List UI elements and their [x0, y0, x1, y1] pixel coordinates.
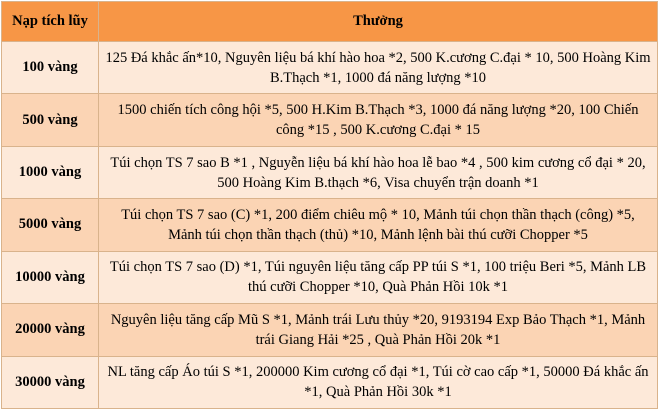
tier-cell: 100 vàng: [2, 42, 99, 94]
table-row: [2, 94, 658, 146]
tier-cell: 5000 vàng: [2, 199, 99, 251]
reward-cell: 1500 chiến tích công hội *5, 500 H.Kim B.Thạch *3, 1000 đá năng lượng *20, 100 Chiến công *15 , 500 K.cương C.đại * 15: [99, 94, 658, 146]
reward-table-container: [1, 1, 657, 409]
tier-cell: 20000 vàng: [2, 304, 99, 356]
table-header: [2, 2, 658, 42]
header-tier: Nạp tích lũy: [2, 2, 99, 42]
reward-cell: NL tăng cấp Áo túi S *1, 200000 Kim cương cổ đại *1, Túi cờ cao cấp *1, 50000 Đá khắc ấn *1, Quà Phản Hồi 30k *1: [99, 356, 658, 408]
reward-cell: Nguyên liệu tăng cấp Mũ S *1, Mảnh trái Lưu thủy *20, 9193194 Exp Bảo Thạch *1, Mảnh trái Giang Hải *25 , Quà Phản Hồi 20k *1: [99, 304, 658, 356]
table-row: [2, 356, 658, 408]
table-body: [2, 42, 658, 409]
table-row: [2, 304, 658, 356]
tier-cell: 1000 vàng: [2, 146, 99, 198]
reward-cell: Túi chọn TS 7 sao B *1 , Nguyễn liệu bá khí hào hoa lễ bao *4 , 500 kim cương cổ đại * 20, 500 Hoàng Kim B.thạch *6, Visa chuyển trận doanh *1: [99, 146, 658, 198]
table-row: [2, 251, 658, 303]
header-row: [2, 2, 658, 42]
table-row: [2, 42, 658, 94]
tier-cell: 10000 vàng: [2, 251, 99, 303]
header-reward: Thưởng: [99, 2, 658, 42]
table-row: [2, 199, 658, 251]
tier-cell: 500 vàng: [2, 94, 99, 146]
reward-cell: Túi chọn TS 7 sao (C) *1, 200 điểm chiêu mộ * 10, Mảnh túi chọn thần thạch (công) *5, Mảnh túi chọn thần thạch (thủ) *10, Mảnh lệnh bài thú cưỡi Chopper *5: [99, 199, 658, 251]
table-row: [2, 146, 658, 198]
tier-cell: 30000 vàng: [2, 356, 99, 408]
reward-cell: Túi chọn TS 7 sao (D) *1, Túi nguyên liệu tăng cấp PP túi S *1, 100 triệu Beri *5, Mảnh LB thú cưỡi Chopper *10, Quà Phản Hồi 10k *1: [99, 251, 658, 303]
cumulative-topup-reward-table: [1, 1, 658, 409]
reward-cell: 125 Đá khắc ấn*10, Nguyên liệu bá khí hào hoa *2, 500 K.cương C.đại * 10, 500 Hoàng Kim B.Thạch *1, 1000 đá năng lượng *10: [99, 42, 658, 94]
